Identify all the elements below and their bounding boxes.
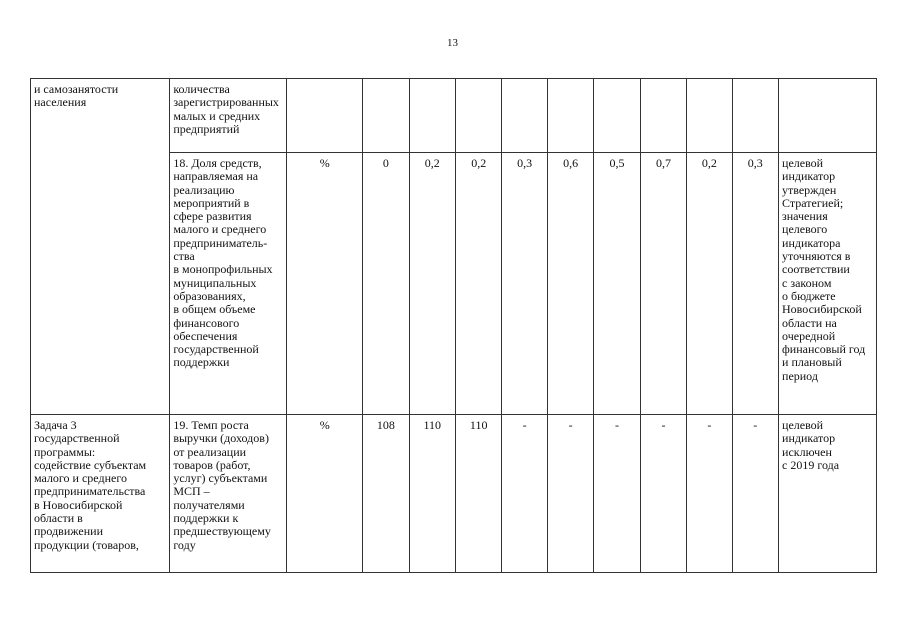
text-line: от реализации (173, 444, 247, 459)
text-line: области в (34, 511, 83, 526)
page-number: 13 (447, 37, 458, 49)
text-line: услуг) субъектами (173, 471, 268, 486)
indicator-cell (170, 415, 287, 573)
value-cell: 110 (455, 415, 501, 573)
text-line: количества (173, 82, 230, 96)
text-line: в монопрофильных (173, 262, 273, 277)
text-line: обеспечения (173, 328, 238, 343)
value-cell: 110 (409, 415, 455, 573)
text-line: предшествующему (173, 524, 271, 539)
text-line: программы: (34, 444, 96, 459)
value-cell (732, 79, 778, 153)
value-cell (687, 79, 732, 153)
unit-cell: % (287, 415, 363, 573)
text-line: 19. Темп роста (173, 418, 249, 432)
text-line: МСП – (173, 484, 210, 499)
value-cell (594, 79, 640, 153)
text-line: населения (34, 95, 87, 110)
text-line: образованиях, (173, 288, 246, 303)
text-line: индикатора (782, 235, 841, 250)
text-line: предпринимательства (34, 484, 146, 499)
text-line: уточняются в (782, 249, 851, 264)
value-cell: 0,2 (455, 153, 501, 415)
value-cell: - (640, 415, 686, 573)
text-line: в общем объеме (173, 302, 256, 317)
text-line: о бюджете (782, 288, 836, 303)
text-line: с 2019 года (782, 457, 840, 472)
value-cell: 0 (363, 153, 409, 415)
text-line: Стратегией; (782, 195, 844, 210)
value-cell: - (594, 415, 640, 573)
value-cell (547, 79, 593, 153)
text-line: соответствии (782, 262, 850, 277)
text-line: малого и среднего (173, 222, 267, 237)
text-line: индикатор (782, 431, 836, 446)
value-cell (363, 79, 409, 153)
value-cell: - (732, 415, 778, 573)
task-cell (31, 79, 170, 415)
indicator-cell (170, 79, 287, 153)
text-line: индикатор (782, 169, 836, 184)
value-cell (640, 79, 686, 153)
text-line: мероприятий в (173, 195, 250, 210)
text-line: малого и среднего (34, 471, 127, 486)
text-line: области на (782, 315, 837, 330)
text-line: с законом (782, 275, 832, 290)
note-cell (779, 153, 877, 415)
text-line: сфере развития (173, 209, 252, 224)
text-line: направляемая на (173, 169, 259, 184)
value-cell: 0,3 (502, 153, 547, 415)
value-cell: 108 (363, 415, 409, 573)
text-line: предприятий (173, 121, 240, 136)
text-line: значения (782, 209, 828, 224)
text-line: продукции (товаров, (34, 537, 139, 552)
unit-cell (287, 79, 363, 153)
text-line: продвижении (34, 524, 103, 539)
text-line: целевой (782, 418, 824, 432)
text-line: в Новосибирской (34, 497, 123, 512)
text-line: малых и средних (173, 108, 261, 123)
text-line: предприниматель- (173, 235, 268, 250)
task-cell (31, 415, 170, 573)
text-line: поддержки (173, 355, 230, 370)
value-cell: 0,5 (594, 153, 640, 415)
text-line: целевого (782, 222, 828, 237)
text-line: ства (173, 249, 195, 264)
text-line: Задача 3 (34, 418, 77, 432)
text-line: целевой (782, 156, 824, 170)
text-line: содействие субъектам (34, 457, 147, 472)
indicators-table (30, 78, 877, 573)
text-line: Новосибирской (782, 302, 862, 317)
value-cell: 0,2 (687, 153, 732, 415)
value-cell (455, 79, 501, 153)
value-cell: 0,2 (409, 153, 455, 415)
value-cell: - (547, 415, 593, 573)
text-line: получателями (173, 497, 245, 512)
text-line: государственной (34, 431, 120, 446)
table-row (31, 79, 877, 153)
indicator-cell (170, 153, 287, 415)
text-line: утвержден (782, 182, 837, 197)
text-line: зарегистрированных (173, 95, 279, 110)
value-cell (409, 79, 455, 153)
text-line: реализацию (173, 182, 235, 197)
unit-cell: % (287, 153, 363, 415)
value-cell: - (502, 415, 547, 573)
value-cell (502, 79, 547, 153)
note-cell (779, 415, 877, 573)
text-line: поддержки к (173, 511, 239, 526)
text-line: государственной (173, 342, 259, 357)
text-line: период (782, 368, 818, 383)
value-cell: 0,3 (732, 153, 778, 415)
text-line: 18. Доля средств, (173, 156, 262, 170)
text-line: финансовый год (782, 342, 866, 357)
text-line: году (173, 537, 196, 552)
value-cell: - (687, 415, 732, 573)
value-cell: 0,6 (547, 153, 593, 415)
text-line: и самозанятости (34, 82, 119, 96)
text-line: очередной (782, 328, 836, 343)
text-line: исключен (782, 444, 832, 459)
table-row (31, 415, 877, 573)
value-cell: 0,7 (640, 153, 686, 415)
text-line: товаров (работ, (173, 457, 251, 472)
text-line: и плановый (782, 355, 842, 370)
text-line: муниципальных (173, 275, 257, 290)
note-cell (779, 79, 877, 153)
text-line: выручки (доходов) (173, 431, 269, 446)
text-line: финансового (173, 315, 240, 330)
